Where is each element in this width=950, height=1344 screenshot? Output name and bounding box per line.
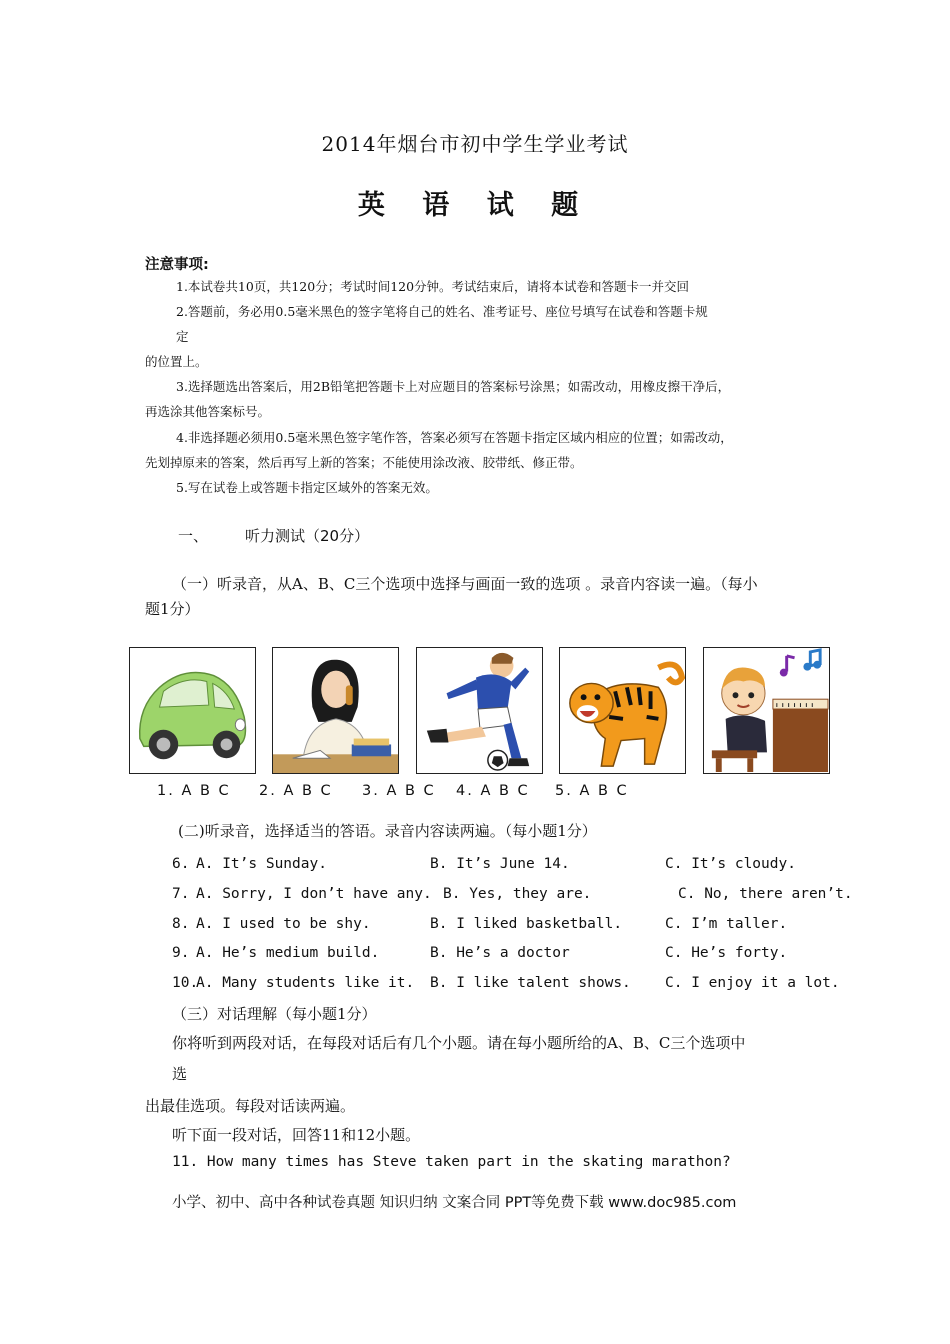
q10-option-a: A. Many students like it. <box>196 975 415 991</box>
q9-number: 9. <box>172 945 190 961</box>
car-icon <box>130 648 255 773</box>
girl-on-phone-icon <box>273 648 398 773</box>
notice-line-2-cont: 的位置上。 <box>145 354 208 369</box>
q7-option-a: A. Sorry, I don’t have any. <box>196 886 432 902</box>
q10-number: 10. <box>172 975 199 991</box>
part3-paragraph-wrap: 选 <box>172 1065 188 1083</box>
footer-text: 小学、初中、高中各种试卷真题 知识归纳 文案合同 PPT等免费下载 www.doc985.com <box>172 1195 737 1211</box>
q9-option-c: C. He’s forty. <box>665 945 788 961</box>
notice-line-4: 4.非选择题必须用0.5毫米黑色签字笔作答，答案必须写在答题卡指定区域内相应的位置；如需改动， <box>176 430 733 445</box>
q6-option-a: A. It’s Sunday. <box>196 856 327 872</box>
notice-line-2-wrap: 定 <box>176 329 189 344</box>
part1-instruction: （一）听录音，从A、B、C三个选项中选择与画面一致的选项 。录音内容读一遍。（每小 <box>172 575 758 593</box>
exam-title: 2014年烟台市初中学生学业考试 <box>321 132 629 156</box>
q6-option-c: C. It’s cloudy. <box>665 856 796 872</box>
part3-paragraph: 你将听到两段对话，在每段对话后有几个小题。请在每小题所给的A、B、C三个选项中 <box>172 1034 746 1052</box>
notice-line-1: 1.本试卷共10页，共120分；考试时间120分钟。考试结束后，请将本试卷和答题卡一并交回 <box>176 279 690 294</box>
picture-4-choices: 4. A B C <box>456 783 530 799</box>
notice-heading: 注意事项: <box>145 257 209 273</box>
tiger-picture <box>559 647 686 774</box>
q7-option-c: C. No, there aren’t. <box>678 886 853 902</box>
question-11: 11. How many times has Steve taken part in the skating marathon? <box>172 1154 731 1170</box>
q10-option-b: B. I like talent shows. <box>430 975 631 991</box>
q10-option-c: C. I enjoy it a lot. <box>665 975 840 991</box>
car-picture <box>129 647 256 774</box>
notice-line-3-cont: 再选涂其他答案标号。 <box>145 404 271 419</box>
q9-option-b: B. He’s a doctor <box>430 945 570 961</box>
q8-option-a: A. I used to be shy. <box>196 916 371 932</box>
q8-option-c: C. I’m taller. <box>665 916 788 932</box>
piano-picture <box>703 647 830 774</box>
q6-number: 6. <box>172 856 190 872</box>
picture-5-choices: 5. A B C <box>555 783 629 799</box>
picture-3-choices: 3. A B C <box>362 783 436 799</box>
soccer-player-icon <box>417 648 542 773</box>
q9-option-a: A. He’s medium build. <box>196 945 380 961</box>
notice-line-4-cont: 先划掉原来的答案，然后再写上新的答案；不能使用涂改液、胶带纸、修正带。 <box>145 455 583 470</box>
dialogue-intro: 听下面一段对话，回答11和12小题。 <box>172 1126 421 1144</box>
part2-instruction: (二)听录音，选择适当的答语。录音内容读两遍。（每小题1分） <box>178 822 597 840</box>
notice-line-5: 5.写在试卷上或答题卡指定区域外的答案无效。 <box>176 480 438 495</box>
part1-instruction-cont: 题1分） <box>145 600 200 618</box>
picture-2-choices: 2. A B C <box>259 783 333 799</box>
soccer-picture <box>416 647 543 774</box>
q7-option-b: B. Yes, they are. <box>443 886 592 902</box>
picture-1-choices: 1. A B C <box>157 783 231 799</box>
notice-line-3: 3.选择题选出答案后，用2B铅笔把答题卡上对应题目的答案标号涂黑；如需改动，用橡皮擦干净后， <box>176 379 731 394</box>
tiger-icon <box>560 648 685 773</box>
part3-instruction: （三）对话理解（每小题1分） <box>172 1005 377 1023</box>
q6-option-b: B. It’s June 14. <box>430 856 570 872</box>
exam-subtitle: 英 语 试 题 <box>357 190 593 221</box>
part3-paragraph-cont: 出最佳选项。每段对话读两遍。 <box>145 1097 356 1115</box>
q7-number: 7. <box>172 886 190 902</box>
section-title: 听力测试（20分） <box>245 527 370 545</box>
notice-line-2: 2.答题前，务必用0.5毫米黑色的签字笔将自己的姓名、准考证号、座位号填写在试卷和答题卡规 <box>176 304 708 319</box>
q8-number: 8. <box>172 916 190 932</box>
boy-at-piano-icon <box>704 648 829 773</box>
girl-picture <box>272 647 399 774</box>
q8-option-b: B. I liked basketball. <box>430 916 623 932</box>
section-number: 一、 <box>178 527 209 545</box>
